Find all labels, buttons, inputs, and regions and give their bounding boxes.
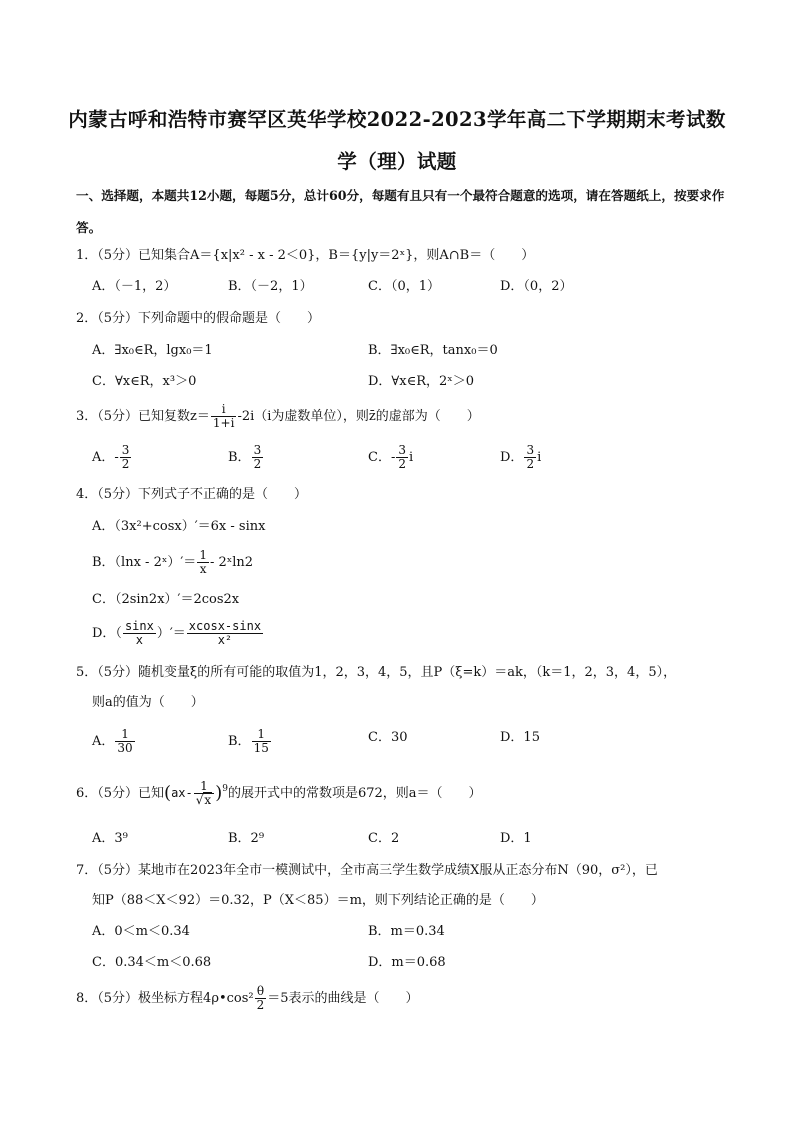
question-6-option-c: C．2 <box>368 831 400 846</box>
question-7-option-c: C．0.34＜m＜0.68 <box>92 955 212 970</box>
fraction-numerator: 3 <box>526 443 535 457</box>
option-fraction <box>197 549 209 576</box>
question-3-stem-pre: 3．（5分）已知复数z＝ <box>76 409 210 424</box>
fraction-numerator: 1 <box>252 728 271 742</box>
option-label: D． <box>500 450 524 465</box>
option-text: B．（lnx - 2ˣ）′＝ <box>92 555 197 570</box>
binomial-fraction <box>194 780 214 807</box>
question-7-option-d: D．m＝0.68 <box>368 955 446 970</box>
option-fraction <box>252 728 271 755</box>
page-title-line1: 内蒙古呼和浩特市赛罕区英华学校2022-2023学年高二下学期期末考试数 <box>68 108 726 131</box>
question-5-stem: 5．（5分）随机变量ξ的所有可能的取值为1，2，3，4，5，且P（ξ=k）＝ak，（k＝1，2，3，4，5）， <box>76 665 677 680</box>
imaginary-unit: i <box>537 450 542 465</box>
option-fraction <box>187 620 263 647</box>
fraction-numerator: sinx <box>124 619 154 633</box>
fraction-denominator: 15 <box>253 741 269 755</box>
option-fraction <box>115 728 134 755</box>
option-text: D．（ <box>92 626 122 641</box>
question-6-option-b: B．2⁹ <box>228 831 265 846</box>
option-label: B． <box>228 450 251 465</box>
option-fraction <box>123 620 156 647</box>
question-5-option-a <box>92 728 136 755</box>
option-label: A． <box>92 734 115 749</box>
question-5-stem-continued: 则a的值为（ ） <box>92 695 204 710</box>
fraction-numerator: 3 <box>398 443 406 457</box>
question-4-option-b <box>92 549 253 576</box>
question-1-option-b: B．（－2，1） <box>228 279 313 294</box>
question-1-option-c: C．（0，1） <box>368 279 440 294</box>
question-4-stem: 4．（5分）下列式子不正确的是（ ） <box>76 487 308 502</box>
minus-sign: - <box>390 450 396 465</box>
stem-text: 8．（5分）极坐标方程4ρ•cos² <box>76 991 254 1006</box>
question-3-stem-post: -2i（i为虚数单位），则z̄的虚部为（ ） <box>237 409 480 424</box>
question-8-stem <box>76 985 419 1012</box>
question-2-option-b: B．∃x₀∈R，tanx₀＝0 <box>368 343 498 358</box>
question-5-option-d: D．15 <box>500 730 540 745</box>
question-2-option-d: D．∀x∈R，2ˣ＞0 <box>368 374 475 389</box>
fraction-denominator: 2 <box>398 457 406 471</box>
stem-text: 6．（5分）已知 <box>76 786 165 801</box>
option-label: B． <box>228 734 251 749</box>
radicand: x <box>204 793 212 807</box>
fraction-denominator: x <box>199 562 207 576</box>
question-1-option-d: D．（0，2） <box>500 279 573 294</box>
minus-sign: - <box>114 450 119 465</box>
fraction-denominator: 1+i <box>212 416 235 430</box>
option-fraction <box>524 444 536 471</box>
question-7-option-a: A．0＜m＜0.34 <box>92 924 190 939</box>
fraction-numerator: θ <box>255 985 267 999</box>
question-7-stem: 7．（5分）某地市在2023年全市一模测试中，全市高三学生数学成绩X服从正态分布N（90，σ²），已 <box>76 863 658 878</box>
option-fraction <box>396 444 408 471</box>
question-7-option-b: B．m＝0.34 <box>368 924 445 939</box>
fraction-numerator: 3 <box>253 443 262 457</box>
option-text: - 2ˣln2 <box>209 555 254 570</box>
fraction-denominator: 2 <box>526 457 535 471</box>
fraction-denominator: 30 <box>117 741 133 755</box>
option-label: C． <box>368 450 391 465</box>
fraction-numerator: 3 <box>121 443 130 457</box>
question-7-stem-continued: 知P（88＜X＜92）＝0.32，P（X＜85）＝m，则下列结论正确的是（ ） <box>92 893 544 908</box>
fraction-numerator: 1 <box>115 728 134 742</box>
question-3-option-d <box>500 444 541 471</box>
question-3-option-a <box>92 444 132 471</box>
fraction-denominator: x² <box>217 633 233 647</box>
right-paren: ) <box>215 782 223 804</box>
binomial-base: ax- <box>171 786 193 800</box>
exponent: 9 <box>222 784 228 794</box>
fraction-denominator: √x <box>195 793 212 807</box>
angle-fraction <box>255 985 267 1012</box>
fraction-numerator: 1 <box>199 548 207 562</box>
question-5-option-c: C．30 <box>368 730 408 745</box>
question-1-option-a: A．（－1，2） <box>92 279 177 294</box>
page-title-line2: 学（理）试题 <box>337 150 457 173</box>
question-6-stem <box>76 780 482 807</box>
question-3-option-b <box>228 444 264 471</box>
stem-text: 的展开式中的常数项是672，则a＝（ ） <box>227 786 482 801</box>
question-2-option-a: A．∃x₀∈R，lgx₀＝1 <box>92 343 213 358</box>
question-3-option-c <box>368 444 413 471</box>
option-fraction <box>120 444 132 471</box>
question-6-option-a: A．3⁹ <box>92 831 128 846</box>
fraction-denominator: 2 <box>256 998 265 1012</box>
fraction-denominator: 2 <box>121 457 130 471</box>
section-heading: 一、选择题，本题共12小题，每题5分，总计60分，每题有且只有一个最符合题意的选项，请在答题纸上，按要求作答。 <box>76 188 725 235</box>
fraction-numerator: i <box>211 403 237 417</box>
fraction-denominator: 2 <box>253 457 262 471</box>
question-2-option-c: C．∀x∈R，x³＞0 <box>92 374 197 389</box>
question-1-stem: 1．（5分）已知集合A＝{x|x² - x - 2＜0}，B＝{y|y＝2ˣ}，则A∩B＝（ ） <box>76 248 535 263</box>
left-paren: ( <box>164 782 172 804</box>
question-4-option-c: C．（2sin2x）′＝2cos2x <box>92 592 240 607</box>
question-2-stem: 2．（5分）下列命题中的假命题是（ ） <box>76 311 321 326</box>
question-4-option-d <box>92 620 264 647</box>
question-3-fraction <box>211 403 237 430</box>
fraction-denominator: x <box>135 633 143 647</box>
option-text: ）′＝ <box>156 626 186 641</box>
option-fraction <box>252 444 264 471</box>
fraction-numerator: xcosx-sinx <box>188 619 262 633</box>
option-label: A． <box>92 450 115 465</box>
imaginary-unit: i <box>409 450 414 465</box>
question-6-option-d: D．1 <box>500 831 532 846</box>
question-5-option-b <box>228 728 272 755</box>
stem-text: ＝5表示的曲线是（ ） <box>267 991 419 1006</box>
question-3-stem <box>76 403 480 430</box>
fraction-numerator: 1 <box>194 780 214 794</box>
question-4-option-a: A．（3x²+cosx）′＝6x - sinx <box>92 519 266 534</box>
